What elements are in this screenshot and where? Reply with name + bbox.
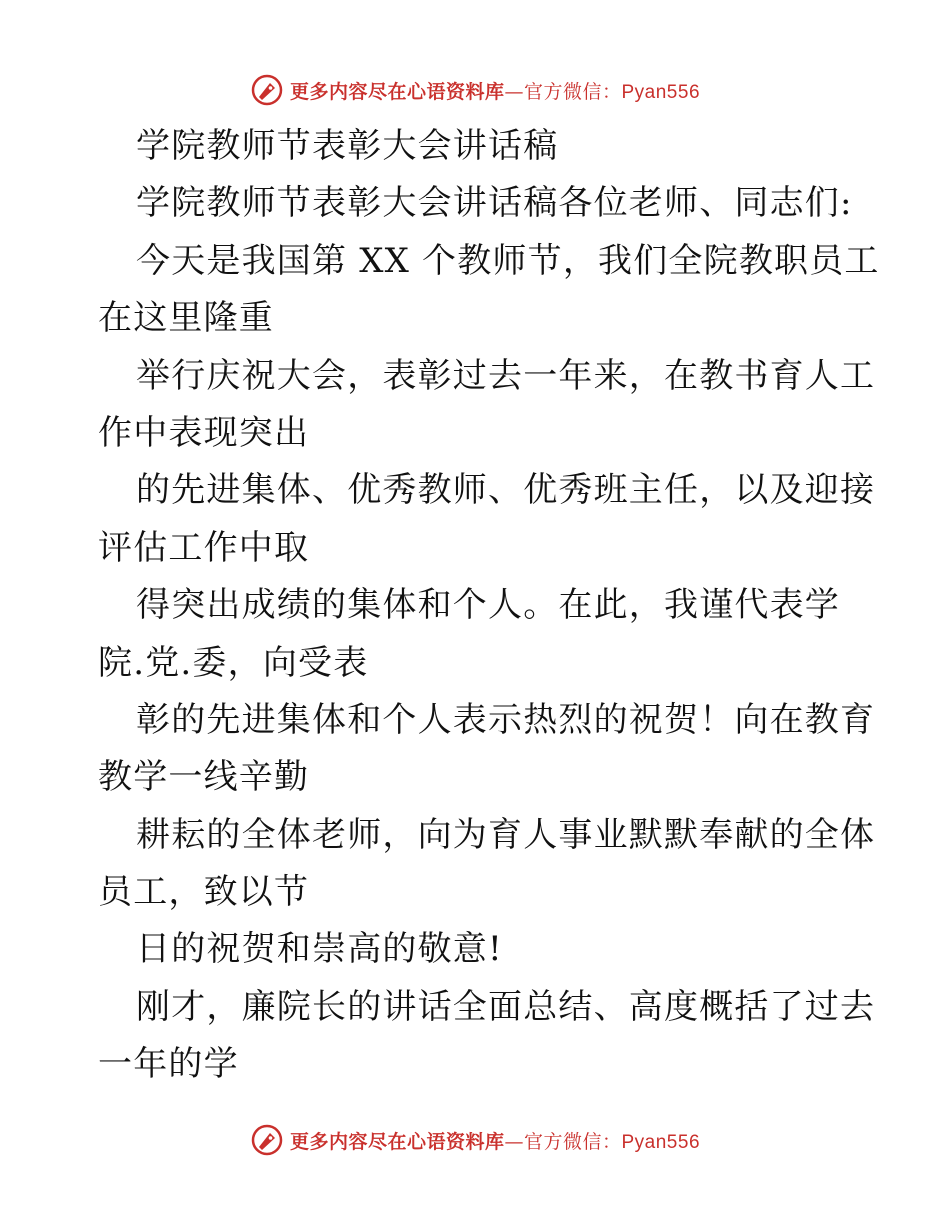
banner-dash: — [504, 1130, 524, 1153]
banner-wechat-id: Pyan556 [621, 1131, 701, 1153]
text-line: 日的祝贺和崇高的敬意! [136, 929, 503, 970]
banner-wechat-id: Pyan556 [621, 81, 701, 103]
banner-text [290, 1127, 700, 1154]
pen-nib-logo-icon [250, 1123, 284, 1157]
pen-nib-logo-icon [250, 73, 284, 107]
text-line: 耕耘的全体老师，向为育人事业默默奉献的全体 [136, 814, 876, 855]
footer-banner [0, 1120, 950, 1160]
text-line: 举行庆祝大会，表彰过去一年来，在教书育人工 [136, 355, 876, 396]
text-line: 的先进集体、优秀教师、优秀班主任，以及迎接 [136, 470, 876, 511]
banner-site-text: 更多内容尽在心语资料库 [289, 80, 505, 103]
banner-wechat-label: 官方微信： [523, 1130, 622, 1153]
document-title: 学院教师节表彰大会讲话稿 [136, 126, 559, 166]
text-line: 刚才，廉院长的讲话全面总结、高度概括了过去 [136, 986, 876, 1027]
text-line: 彰的先进集体和个人表示热烈的祝贺！向在教育 [136, 699, 876, 740]
text-line: 一年的学 [98, 1044, 239, 1085]
text-line: 评估工作中取 [98, 527, 310, 568]
banner-site-text: 更多内容尽在心语资料库 [289, 1130, 505, 1153]
banner-text [290, 77, 700, 104]
text-line: 学院教师节表彰大会讲话稿各位老师、同志们: [136, 183, 853, 224]
text-line: 今天是我国第 XX 个教师节，我们全院教职员工 [136, 240, 880, 281]
text-line: 在这里隆重 [98, 298, 274, 339]
document-body [98, 118, 880, 1094]
text-line: 院.党.委，向受表 [98, 642, 369, 683]
text-line: 员工，致以节 [98, 872, 310, 913]
banner-dash: — [504, 80, 524, 103]
text-line: 作中表现突出 [98, 412, 310, 453]
header-banner [0, 70, 950, 110]
banner-wechat-label: 官方微信： [523, 80, 622, 103]
text-line: 得突出成绩的集体和个人。在此，我谨代表学 [136, 585, 840, 626]
text-line: 教学一线辛勤 [98, 757, 310, 798]
